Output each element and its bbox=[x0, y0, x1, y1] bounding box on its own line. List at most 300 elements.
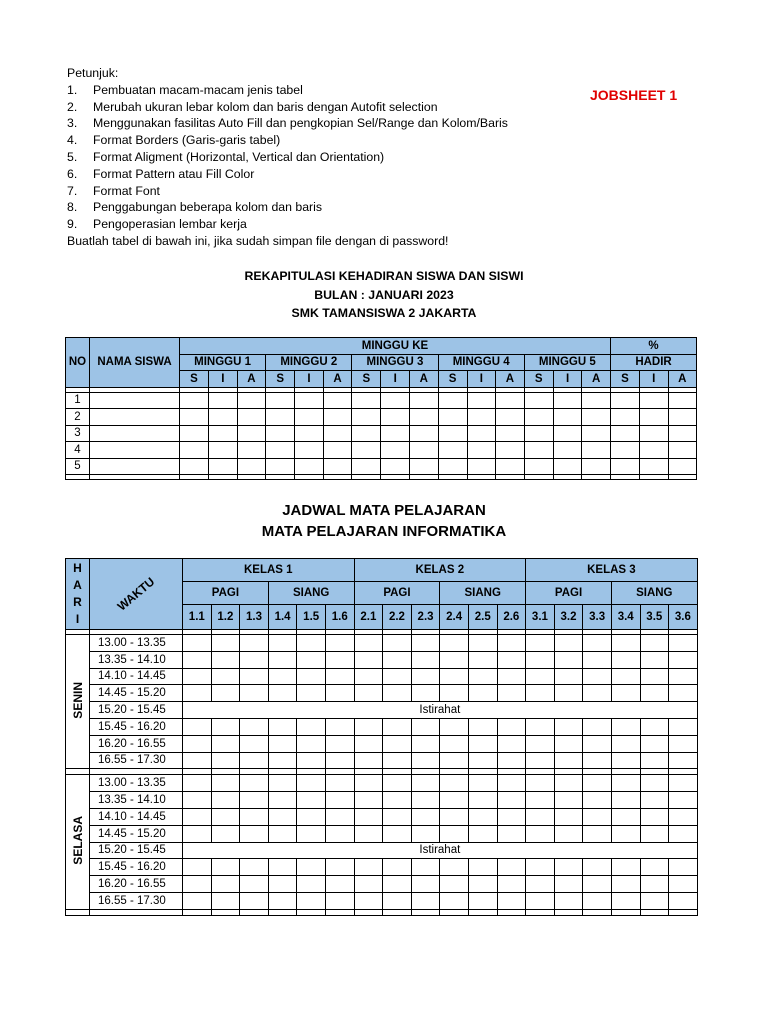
table-cell bbox=[383, 859, 412, 876]
instruction-text: Format Pattern atau Fill Color bbox=[93, 166, 255, 181]
sub-class-header: 1.1 bbox=[183, 605, 212, 630]
table-cell bbox=[211, 775, 240, 792]
table-cell bbox=[669, 892, 698, 909]
sia-header: S bbox=[180, 371, 209, 388]
row-number: 3 bbox=[66, 425, 90, 442]
table-cell bbox=[183, 635, 212, 652]
sub-class-header: 3.2 bbox=[554, 605, 583, 630]
siang-header: SIANG bbox=[268, 582, 354, 605]
table-cell bbox=[183, 718, 212, 735]
table-cell bbox=[438, 442, 467, 459]
jobsheet-label: JOBSHEET 1 bbox=[590, 87, 678, 103]
table-cell bbox=[211, 909, 240, 915]
table-cell bbox=[325, 859, 354, 876]
table-cell bbox=[352, 409, 381, 426]
table-cell bbox=[266, 409, 295, 426]
table-cell bbox=[554, 808, 583, 825]
table-cell bbox=[411, 718, 440, 735]
table-cell bbox=[468, 792, 497, 809]
table-cell bbox=[583, 668, 612, 685]
table-cell bbox=[240, 735, 269, 752]
table-cell bbox=[468, 685, 497, 702]
table-cell bbox=[240, 668, 269, 685]
table-cell bbox=[611, 859, 640, 876]
sub-class-header: 1.6 bbox=[325, 605, 354, 630]
table-cell bbox=[297, 792, 326, 809]
time-slot: 15.20 - 15.45 bbox=[90, 842, 183, 859]
table-cell bbox=[240, 859, 269, 876]
table-cell bbox=[583, 775, 612, 792]
table-cell bbox=[554, 635, 583, 652]
waktu-header bbox=[90, 559, 183, 630]
table-cell bbox=[183, 859, 212, 876]
table-cell bbox=[497, 735, 526, 752]
siang-header: SIANG bbox=[440, 582, 526, 605]
sia-header: A bbox=[496, 371, 525, 388]
table-cell bbox=[554, 825, 583, 842]
table-cell bbox=[583, 876, 612, 893]
table-cell bbox=[409, 442, 438, 459]
table-cell bbox=[583, 685, 612, 702]
table-cell bbox=[526, 651, 555, 668]
instruction-number: 9. bbox=[67, 217, 78, 232]
instruction-item bbox=[67, 183, 508, 200]
table-cell bbox=[497, 825, 526, 842]
table-cell bbox=[497, 792, 526, 809]
sia-header: I bbox=[209, 371, 238, 388]
table-cell bbox=[381, 442, 410, 459]
sub-class-header: 3.3 bbox=[583, 605, 612, 630]
table-cell bbox=[240, 909, 269, 915]
siang-header: SIANG bbox=[611, 582, 697, 605]
table-cell bbox=[497, 718, 526, 735]
table-cell bbox=[354, 859, 383, 876]
table-cell bbox=[240, 792, 269, 809]
table-cell bbox=[554, 685, 583, 702]
table-cell bbox=[183, 792, 212, 809]
table-cell bbox=[669, 635, 698, 652]
table-cell bbox=[497, 775, 526, 792]
table-cell bbox=[211, 892, 240, 909]
table-row bbox=[66, 825, 698, 842]
table-cell bbox=[354, 752, 383, 769]
table-cell bbox=[411, 876, 440, 893]
table-cell bbox=[554, 775, 583, 792]
table-cell bbox=[237, 409, 266, 426]
table-cell bbox=[554, 859, 583, 876]
table-cell bbox=[211, 735, 240, 752]
table-cell bbox=[325, 752, 354, 769]
table-cell bbox=[240, 808, 269, 825]
table-cell bbox=[610, 458, 639, 475]
table-cell bbox=[639, 409, 668, 426]
table-cell bbox=[383, 668, 412, 685]
table-cell bbox=[583, 651, 612, 668]
week-header: MINGGU 5 bbox=[524, 354, 610, 371]
day-name: SELASA bbox=[70, 816, 85, 865]
table-cell bbox=[325, 876, 354, 893]
table-cell bbox=[325, 825, 354, 842]
table-cell bbox=[611, 752, 640, 769]
table-cell bbox=[583, 825, 612, 842]
table-cell bbox=[411, 668, 440, 685]
table-cell bbox=[325, 892, 354, 909]
table-cell bbox=[669, 859, 698, 876]
table-cell bbox=[440, 808, 469, 825]
jadwal-table bbox=[65, 558, 698, 916]
table-cell bbox=[554, 876, 583, 893]
table-cell bbox=[90, 458, 180, 475]
table-cell bbox=[240, 825, 269, 842]
table-cell bbox=[668, 442, 697, 459]
table-cell bbox=[352, 442, 381, 459]
day-cell bbox=[66, 775, 90, 909]
instructions-closing: Buatlah tabel di bawah ini, jika sudah simpan file dengan di password! bbox=[67, 233, 449, 248]
day-name: SENIN bbox=[70, 681, 85, 719]
table-cell bbox=[383, 825, 412, 842]
time-slot: 14.45 - 15.20 bbox=[90, 825, 183, 842]
table-cell bbox=[526, 792, 555, 809]
row-number: 4 bbox=[66, 442, 90, 459]
istirahat-cell: Istirahat bbox=[183, 702, 698, 719]
kelas-header: KELAS 1 bbox=[183, 559, 355, 582]
table-cell bbox=[553, 425, 582, 442]
table-cell bbox=[240, 892, 269, 909]
table-cell bbox=[497, 909, 526, 915]
col-header-no: NO bbox=[66, 338, 90, 388]
table-cell bbox=[496, 442, 525, 459]
table-cell bbox=[266, 475, 295, 480]
table-cell bbox=[582, 458, 611, 475]
table-cell bbox=[468, 876, 497, 893]
table-cell bbox=[438, 425, 467, 442]
table-cell bbox=[411, 892, 440, 909]
table-cell bbox=[352, 475, 381, 480]
table-cell bbox=[90, 909, 183, 915]
table-row bbox=[66, 392, 697, 409]
hadir-header: HADIR bbox=[610, 354, 696, 371]
table-row bbox=[66, 685, 698, 702]
sia-header: S bbox=[610, 371, 639, 388]
table-cell bbox=[237, 442, 266, 459]
table-cell bbox=[383, 752, 412, 769]
table-cell bbox=[669, 775, 698, 792]
table-cell bbox=[611, 775, 640, 792]
kelas-header: KELAS 2 bbox=[354, 559, 526, 582]
table-cell bbox=[468, 735, 497, 752]
table-cell bbox=[268, 635, 297, 652]
table-cell bbox=[411, 909, 440, 915]
table-cell bbox=[325, 635, 354, 652]
table-cell bbox=[297, 735, 326, 752]
table-cell bbox=[610, 475, 639, 480]
table-cell bbox=[438, 409, 467, 426]
sia-header: I bbox=[295, 371, 324, 388]
table-cell bbox=[411, 752, 440, 769]
table-cell bbox=[183, 775, 212, 792]
table-cell bbox=[409, 409, 438, 426]
table-cell bbox=[440, 859, 469, 876]
table-cell bbox=[497, 876, 526, 893]
table-cell bbox=[669, 808, 698, 825]
sia-header: A bbox=[668, 371, 697, 388]
table-cell bbox=[526, 892, 555, 909]
hari-letter: I bbox=[75, 612, 80, 626]
table-cell bbox=[297, 876, 326, 893]
table-cell bbox=[381, 409, 410, 426]
table-cell bbox=[211, 808, 240, 825]
table-cell bbox=[383, 651, 412, 668]
table-cell bbox=[497, 635, 526, 652]
sub-class-header: 1.3 bbox=[240, 605, 269, 630]
table-cell bbox=[640, 668, 669, 685]
table-cell bbox=[240, 718, 269, 735]
table-cell bbox=[497, 668, 526, 685]
table-cell bbox=[467, 475, 496, 480]
table-cell bbox=[268, 718, 297, 735]
table-cell bbox=[90, 475, 180, 480]
time-slot: 14.10 - 14.45 bbox=[90, 808, 183, 825]
table-cell bbox=[268, 825, 297, 842]
table-cell bbox=[211, 752, 240, 769]
table-cell bbox=[611, 792, 640, 809]
table-cell bbox=[211, 651, 240, 668]
instructions-list bbox=[67, 82, 508, 233]
table-cell bbox=[468, 635, 497, 652]
table-cell bbox=[409, 425, 438, 442]
table-cell bbox=[183, 668, 212, 685]
table-cell bbox=[640, 735, 669, 752]
table-cell bbox=[297, 685, 326, 702]
table-cell bbox=[268, 651, 297, 668]
table-cell bbox=[297, 909, 326, 915]
table-cell bbox=[209, 475, 238, 480]
table-cell bbox=[325, 909, 354, 915]
table-cell bbox=[354, 825, 383, 842]
instruction-text: Format Aligment (Horizontal, Vertical dan Orientation) bbox=[93, 149, 385, 164]
table-cell bbox=[297, 808, 326, 825]
table-row bbox=[66, 425, 697, 442]
table-cell bbox=[209, 458, 238, 475]
table-cell bbox=[325, 668, 354, 685]
table-cell bbox=[352, 392, 381, 409]
instruction-number: 8. bbox=[67, 200, 78, 215]
table-cell bbox=[411, 775, 440, 792]
table-cell bbox=[352, 458, 381, 475]
table-row bbox=[66, 651, 698, 668]
table-cell bbox=[183, 876, 212, 893]
sia-header: A bbox=[582, 371, 611, 388]
table-cell bbox=[323, 425, 352, 442]
table-cell bbox=[468, 892, 497, 909]
table-row bbox=[66, 808, 698, 825]
table-cell bbox=[381, 475, 410, 480]
table-cell bbox=[440, 825, 469, 842]
instruction-item bbox=[67, 115, 508, 132]
table-cell bbox=[295, 409, 324, 426]
table-cell bbox=[468, 651, 497, 668]
table-cell bbox=[411, 635, 440, 652]
table-cell bbox=[583, 635, 612, 652]
instruction-item bbox=[67, 199, 508, 216]
sub-class-header: 2.6 bbox=[497, 605, 526, 630]
table-cell bbox=[297, 892, 326, 909]
table-row bbox=[66, 635, 698, 652]
instruction-number: 7. bbox=[67, 183, 78, 198]
instruction-item bbox=[67, 132, 508, 149]
day-cell bbox=[66, 635, 90, 769]
table-cell bbox=[554, 909, 583, 915]
table-cell bbox=[526, 859, 555, 876]
table-cell bbox=[180, 425, 209, 442]
time-slot: 13.00 - 13.35 bbox=[90, 635, 183, 652]
table-cell bbox=[639, 442, 668, 459]
jadwal-title-line2: MATA PELAJARAN INFORMATIKA bbox=[261, 523, 507, 540]
table-cell bbox=[526, 685, 555, 702]
table-row bbox=[66, 752, 698, 769]
table-cell bbox=[669, 685, 698, 702]
table-cell bbox=[240, 876, 269, 893]
jadwal-title bbox=[0, 500, 768, 542]
table-cell bbox=[440, 892, 469, 909]
table-cell bbox=[381, 425, 410, 442]
table-cell bbox=[295, 458, 324, 475]
table-cell bbox=[440, 651, 469, 668]
table-cell bbox=[323, 458, 352, 475]
table-cell bbox=[553, 409, 582, 426]
col-header-nama: NAMA SISWA bbox=[90, 338, 180, 388]
instruction-number: 2. bbox=[67, 99, 78, 114]
instruction-number: 6. bbox=[67, 166, 78, 181]
sub-class-header: 3.4 bbox=[611, 605, 640, 630]
instruction-text: Pembuatan macam-macam jenis tabel bbox=[93, 82, 303, 97]
istirahat-cell: Istirahat bbox=[183, 842, 698, 859]
row-number: 2 bbox=[66, 409, 90, 426]
table-cell bbox=[325, 735, 354, 752]
table-cell bbox=[383, 685, 412, 702]
table-cell bbox=[268, 792, 297, 809]
rekap-table bbox=[65, 337, 697, 480]
sia-header: I bbox=[381, 371, 410, 388]
table-cell bbox=[611, 808, 640, 825]
time-slot: 15.45 - 16.20 bbox=[90, 718, 183, 735]
sub-class-header: 2.5 bbox=[468, 605, 497, 630]
table-cell bbox=[440, 685, 469, 702]
table-cell bbox=[582, 425, 611, 442]
table-cell bbox=[180, 392, 209, 409]
sub-class-header: 3.5 bbox=[640, 605, 669, 630]
table-cell bbox=[383, 718, 412, 735]
table-cell bbox=[640, 635, 669, 652]
table-cell bbox=[669, 876, 698, 893]
table-cell bbox=[554, 752, 583, 769]
table-cell bbox=[237, 392, 266, 409]
table-cell bbox=[268, 892, 297, 909]
table-cell bbox=[383, 792, 412, 809]
pagi-header: PAGI bbox=[526, 582, 612, 605]
table-cell bbox=[90, 425, 180, 442]
table-cell bbox=[496, 475, 525, 480]
table-cell bbox=[668, 409, 697, 426]
percent-header: % bbox=[610, 338, 696, 355]
table-cell bbox=[266, 458, 295, 475]
table-cell bbox=[266, 442, 295, 459]
instruction-item bbox=[67, 99, 508, 116]
table-cell bbox=[211, 718, 240, 735]
table-cell bbox=[497, 685, 526, 702]
table-cell bbox=[669, 651, 698, 668]
table-cell bbox=[554, 651, 583, 668]
table-cell bbox=[524, 409, 553, 426]
table-cell bbox=[211, 668, 240, 685]
table-cell bbox=[440, 792, 469, 809]
hari-letter: H bbox=[73, 561, 82, 575]
table-cell bbox=[354, 651, 383, 668]
table-cell bbox=[268, 668, 297, 685]
sia-header: I bbox=[553, 371, 582, 388]
table-cell bbox=[611, 876, 640, 893]
table-row bbox=[66, 409, 697, 426]
table-cell bbox=[381, 458, 410, 475]
week-header: MINGGU 4 bbox=[438, 354, 524, 371]
table-cell bbox=[496, 458, 525, 475]
table-cell bbox=[183, 909, 212, 915]
table-cell bbox=[668, 425, 697, 442]
table-cell bbox=[553, 458, 582, 475]
table-cell bbox=[411, 685, 440, 702]
time-slot: 15.20 - 15.45 bbox=[90, 702, 183, 719]
table-cell bbox=[640, 651, 669, 668]
table-cell bbox=[640, 685, 669, 702]
table-cell bbox=[66, 909, 90, 915]
table-row bbox=[66, 442, 697, 459]
rekap-title-line2: BULAN : JANUARI 2023 bbox=[314, 287, 454, 302]
table-cell bbox=[611, 635, 640, 652]
table-cell bbox=[467, 425, 496, 442]
table-cell bbox=[237, 425, 266, 442]
table-cell bbox=[524, 458, 553, 475]
minggu-ke-header: MINGGU KE bbox=[180, 338, 611, 355]
table-cell bbox=[440, 718, 469, 735]
table-cell bbox=[183, 752, 212, 769]
table-cell bbox=[640, 859, 669, 876]
table-cell bbox=[211, 859, 240, 876]
table-cell bbox=[354, 668, 383, 685]
table-cell bbox=[183, 825, 212, 842]
instruction-number: 3. bbox=[67, 116, 78, 131]
table-cell bbox=[411, 651, 440, 668]
time-slot: 14.45 - 15.20 bbox=[90, 685, 183, 702]
table-cell bbox=[183, 651, 212, 668]
table-cell bbox=[383, 775, 412, 792]
table-cell bbox=[409, 392, 438, 409]
table-cell bbox=[668, 392, 697, 409]
time-slot: 16.20 - 16.55 bbox=[90, 876, 183, 893]
table-cell bbox=[209, 392, 238, 409]
table-cell bbox=[209, 425, 238, 442]
table-cell bbox=[524, 425, 553, 442]
table-cell bbox=[467, 442, 496, 459]
table-cell bbox=[468, 808, 497, 825]
table-cell bbox=[440, 909, 469, 915]
table-cell bbox=[583, 718, 612, 735]
sub-class-header: 3.1 bbox=[526, 605, 555, 630]
instruction-item bbox=[67, 82, 508, 99]
table-cell bbox=[211, 792, 240, 809]
waktu-label: WAKTU bbox=[114, 574, 158, 614]
table-cell bbox=[524, 475, 553, 480]
table-cell bbox=[611, 825, 640, 842]
